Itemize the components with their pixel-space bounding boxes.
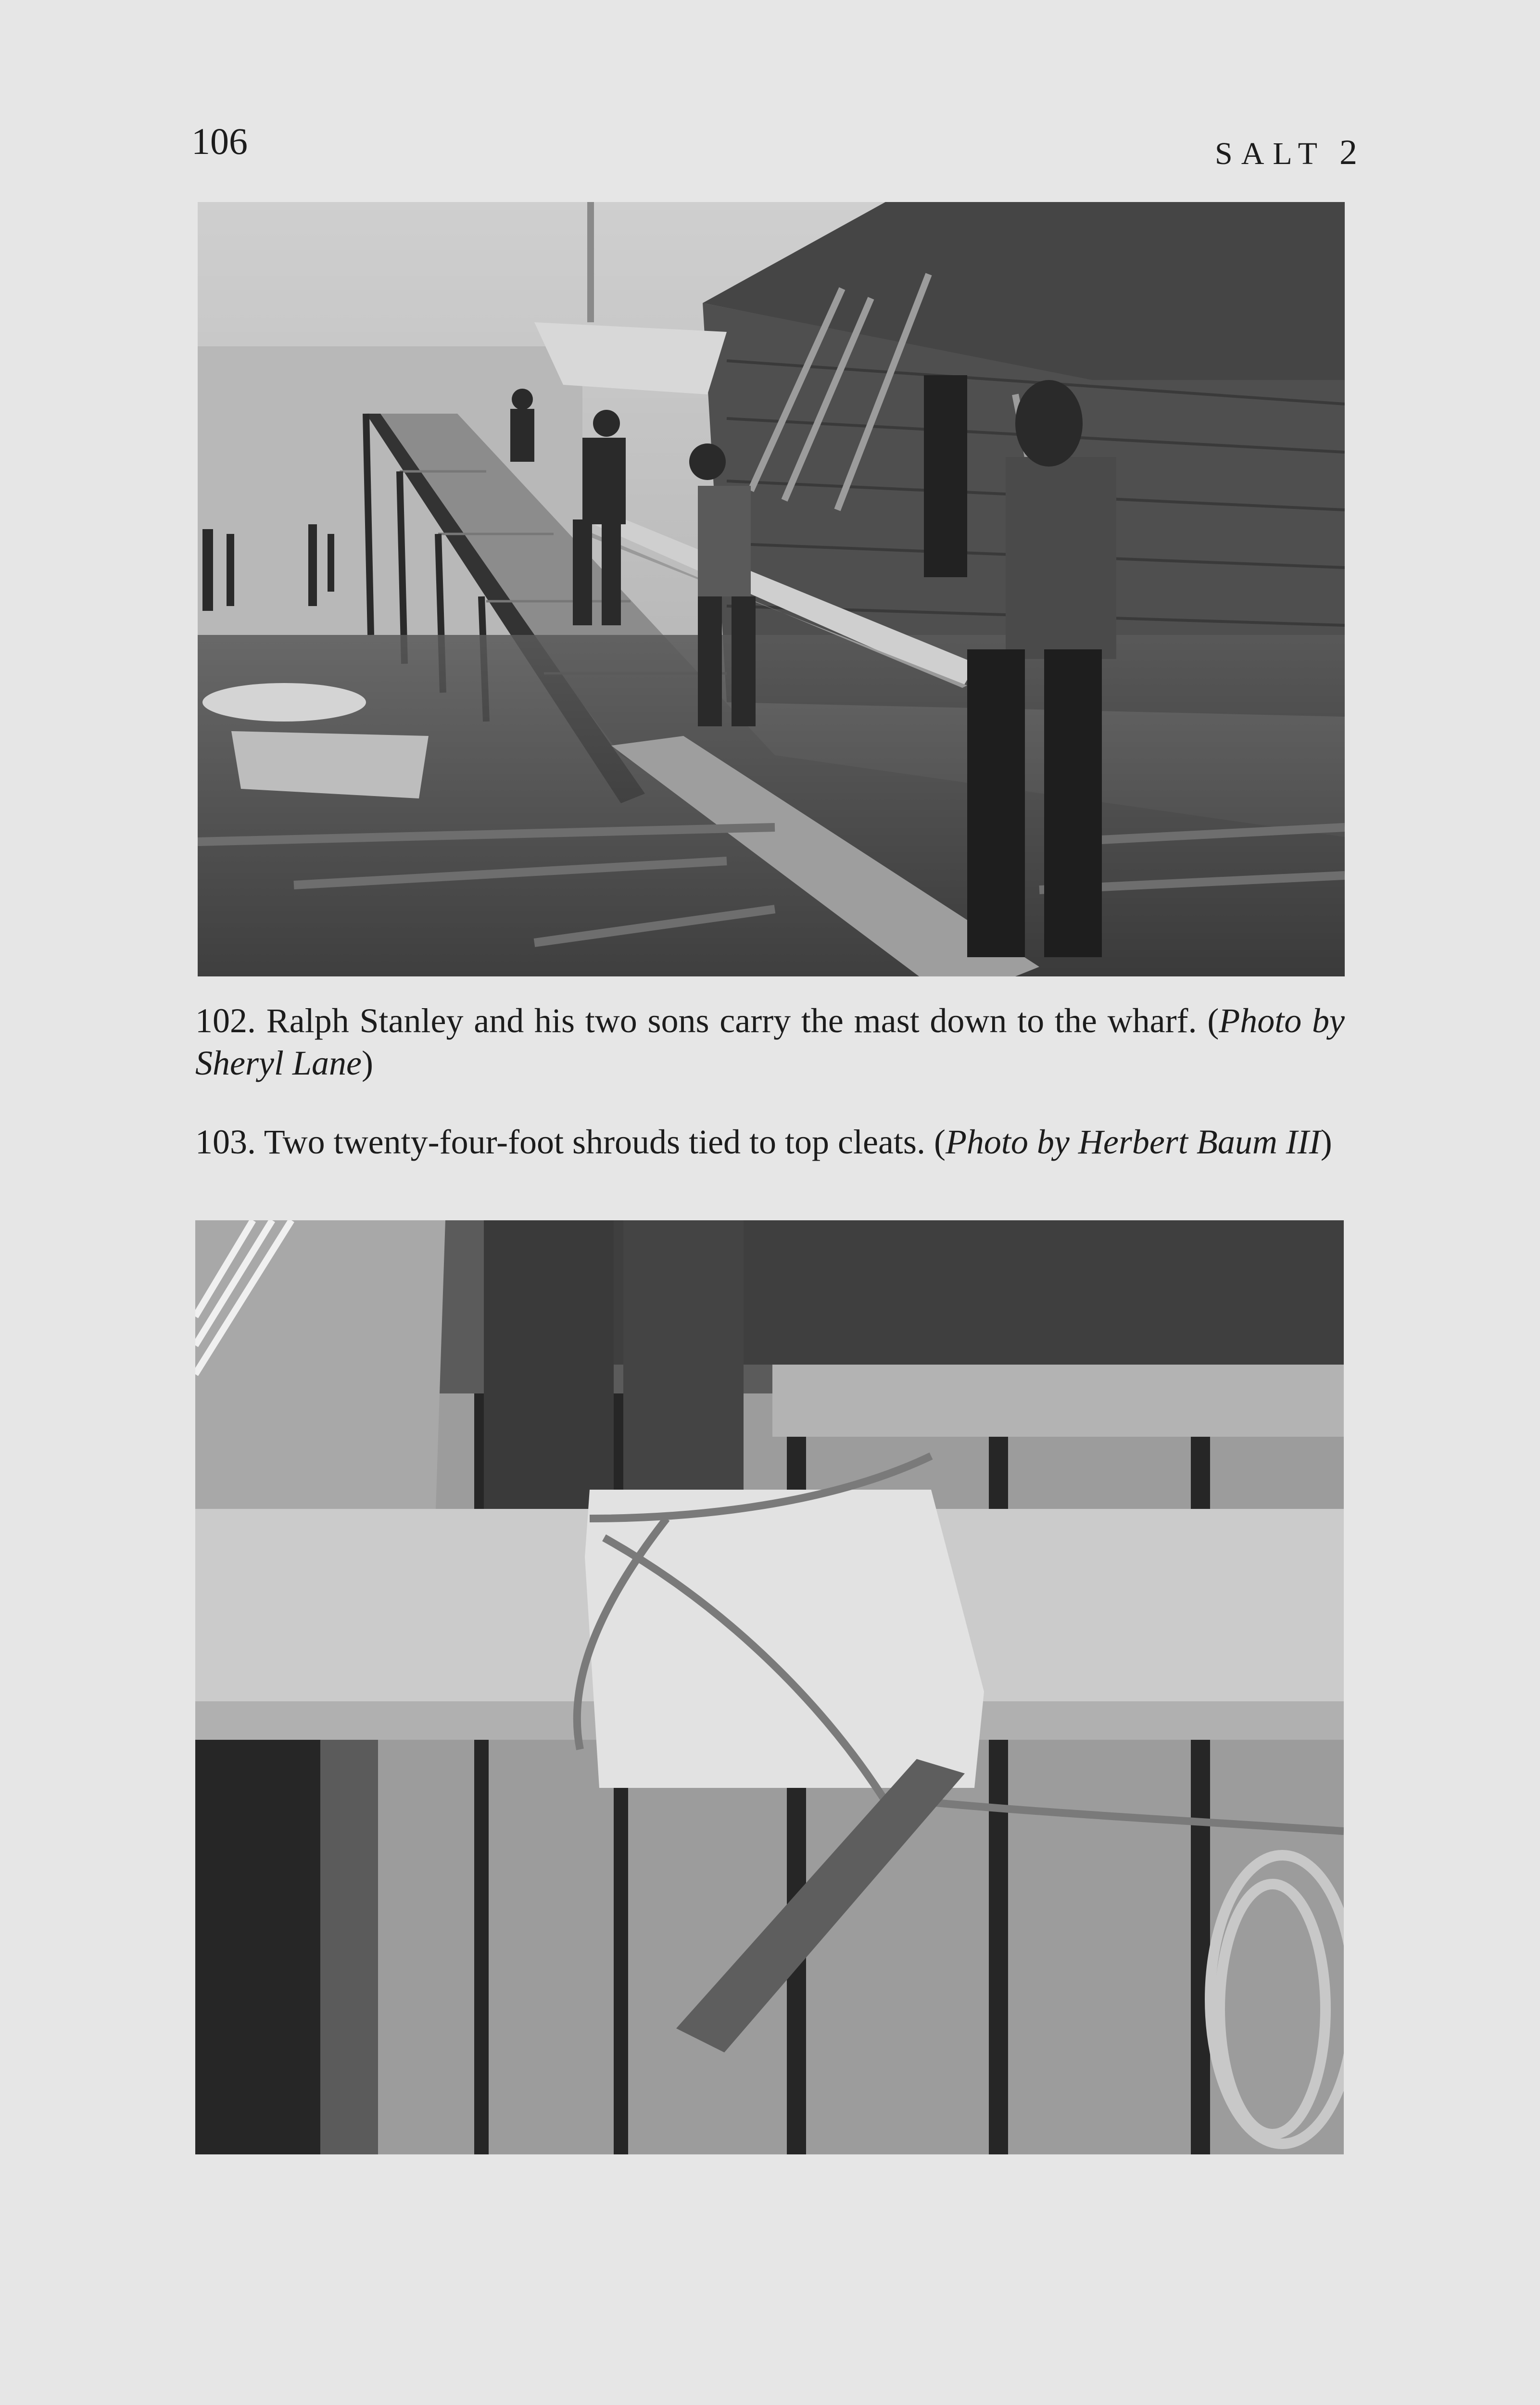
photo-credit: Photo by Sheryl Lane (195, 1001, 1345, 1082)
credit-open-paren: ( (934, 1123, 946, 1161)
photo-mast-carry (198, 202, 1345, 976)
figure-number: 102. (195, 1001, 256, 1040)
volume-number: 2 (1339, 133, 1357, 172)
credit-open-paren: ( (1207, 1001, 1219, 1040)
caption-figure-102 (195, 1000, 1345, 1084)
photo-mast-carry-image (198, 202, 1345, 976)
photo-shrouds-cleats (195, 1220, 1344, 2154)
caption-figure-103 (195, 1121, 1345, 1163)
photo-credit: Photo by Herbert Baum III (945, 1123, 1321, 1161)
credit-close-paren: ) (361, 1044, 373, 1082)
running-title: SALT (1215, 136, 1326, 171)
page-number: 106 (191, 120, 248, 162)
caption-text: Two twenty-four-foot shrouds tied to top cleats. (264, 1123, 925, 1161)
credit-close-paren: ) (1320, 1123, 1332, 1161)
running-head (1215, 135, 1357, 170)
caption-text: Ralph Stanley and his two sons carry the mast down to the wharf. (266, 1001, 1197, 1040)
photo-shrouds-cleats-image (195, 1220, 1344, 2154)
figure-number: 103. (195, 1123, 256, 1161)
